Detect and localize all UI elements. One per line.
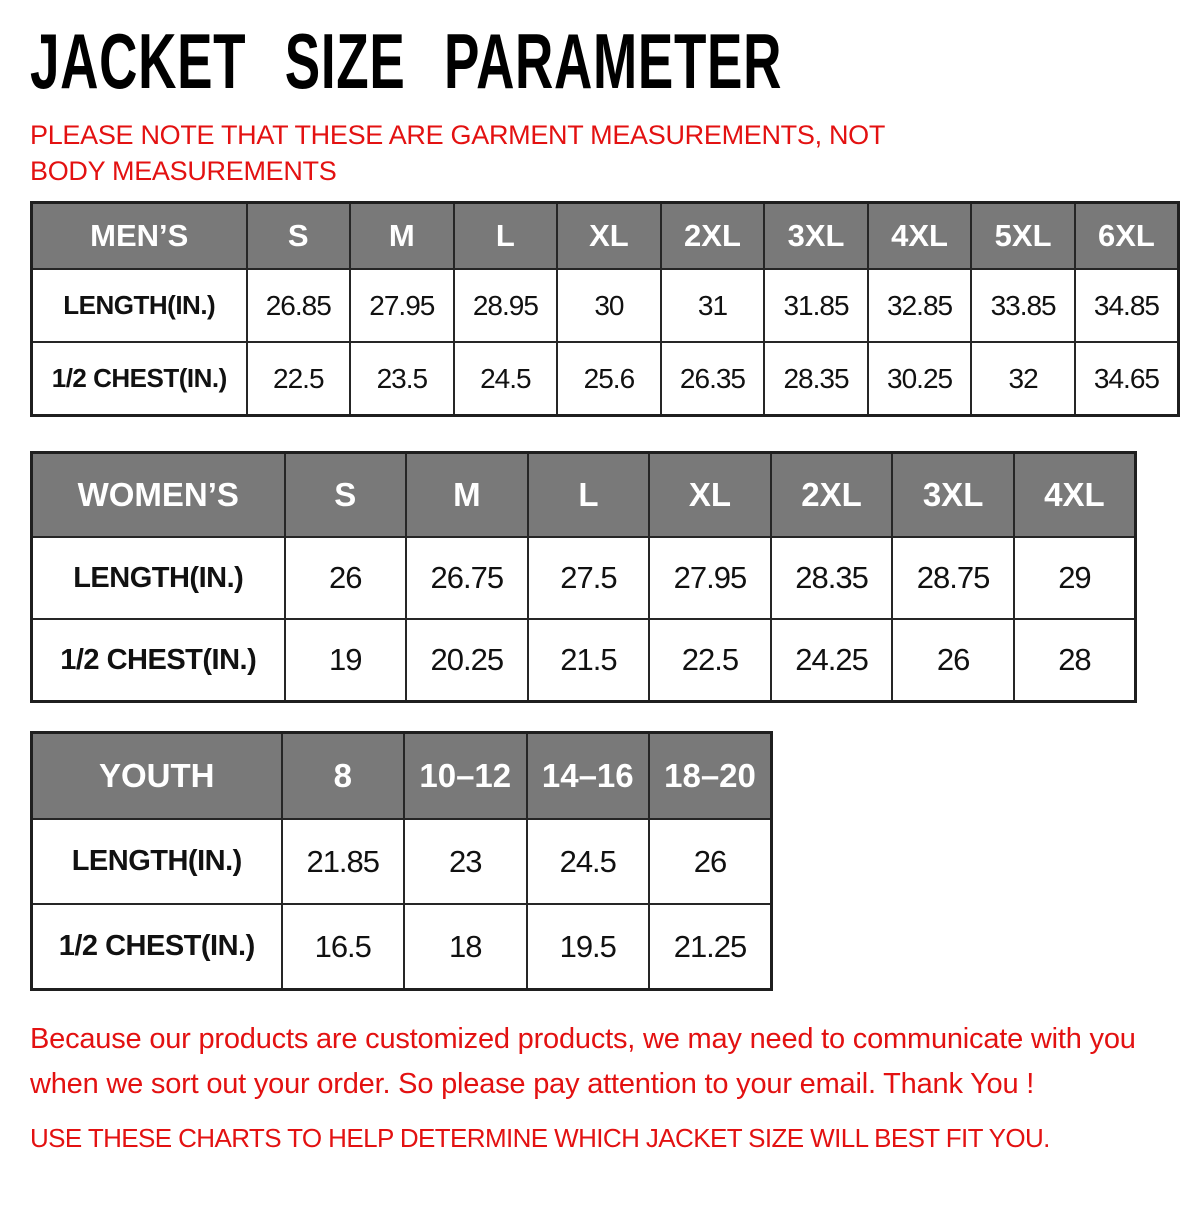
measurement-row bbox=[32, 619, 1136, 702]
size-column-header: S bbox=[285, 453, 407, 538]
measurement-cell: 23.5 bbox=[350, 342, 454, 416]
measurement-cell: 31.85 bbox=[764, 269, 868, 342]
size-column-header: M bbox=[350, 203, 454, 270]
measurement-cell: 30.25 bbox=[868, 342, 972, 416]
measurement-row bbox=[32, 342, 1179, 416]
row-label: 1/2 CHEST(IN.) bbox=[32, 342, 247, 416]
size-column-header: 2XL bbox=[661, 203, 765, 270]
page-title bbox=[30, 17, 1180, 105]
measurement-cell: 16.5 bbox=[282, 904, 405, 990]
measurement-cell: 26 bbox=[892, 619, 1014, 702]
measurement-cell: 21.5 bbox=[528, 619, 650, 702]
size-column-header: 5XL bbox=[971, 203, 1075, 270]
measurement-row bbox=[32, 904, 772, 990]
size-column-header: M bbox=[406, 453, 528, 538]
size-column-header: 2XL bbox=[771, 453, 893, 538]
measurement-cell: 30 bbox=[557, 269, 661, 342]
size-table-header-row bbox=[32, 203, 1179, 270]
measurement-cell: 21.25 bbox=[649, 904, 772, 990]
size-column-header: 8 bbox=[282, 733, 405, 820]
measurement-cell: 24.25 bbox=[771, 619, 893, 702]
size-column-header: 4XL bbox=[1014, 453, 1136, 538]
measurement-cell: 34.85 bbox=[1075, 269, 1179, 342]
measurement-cell: 28.35 bbox=[764, 342, 868, 416]
size-chart-page bbox=[30, 17, 1180, 1154]
row-label: 1/2 CHEST(IN.) bbox=[32, 619, 285, 702]
size-column-header: XL bbox=[649, 453, 771, 538]
size-table-header-row bbox=[32, 453, 1136, 538]
measurement-cell: 32.85 bbox=[868, 269, 972, 342]
measurement-cell: 25.6 bbox=[557, 342, 661, 416]
youth-size-table bbox=[30, 731, 1180, 991]
measurement-cell: 32 bbox=[971, 342, 1075, 416]
size-column-header: 14–16 bbox=[527, 733, 650, 820]
measurement-cell: 28.35 bbox=[771, 537, 893, 619]
measurement-cell: 20.25 bbox=[406, 619, 528, 702]
measurement-cell: 21.85 bbox=[282, 819, 405, 904]
measurement-cell: 26.85 bbox=[247, 269, 351, 342]
measurement-row bbox=[32, 819, 772, 904]
size-column-header: 6XL bbox=[1075, 203, 1179, 270]
measurement-row bbox=[32, 537, 1136, 619]
measurement-cell: 31 bbox=[661, 269, 765, 342]
measurement-cell: 24.5 bbox=[454, 342, 558, 416]
measurement-cell: 22.5 bbox=[649, 619, 771, 702]
table-group-header: WOMEN’S bbox=[32, 453, 285, 538]
measurement-cell: 24.5 bbox=[527, 819, 650, 904]
page-title-text: JACKET SIZE PARAMETER bbox=[30, 17, 783, 105]
measurement-cell: 28.95 bbox=[454, 269, 558, 342]
customization-notice: Because our products are customized products, we may need to communicate with you when we sort out your order. So please pay attention to your email. Thank You ! bbox=[30, 1023, 1136, 1101]
measurement-cell: 27.5 bbox=[528, 537, 650, 619]
womens-size-table bbox=[30, 451, 1180, 703]
size-column-header: 3XL bbox=[892, 453, 1014, 538]
measurement-cell: 26 bbox=[649, 819, 772, 904]
row-label: LENGTH(IN.) bbox=[32, 819, 282, 904]
measurement-cell: 33.85 bbox=[971, 269, 1075, 342]
row-label: LENGTH(IN.) bbox=[32, 537, 285, 619]
garment-measurement-note: PLEASE NOTE THAT THESE ARE GARMENT MEASUREMENTS, NOT BODY MEASUREMENTS bbox=[30, 120, 885, 186]
measurement-cell: 28.75 bbox=[892, 537, 1014, 619]
size-column-header: 4XL bbox=[868, 203, 972, 270]
measurement-cell: 19 bbox=[285, 619, 407, 702]
size-column-header: 10–12 bbox=[404, 733, 527, 820]
table-group-header: YOUTH bbox=[32, 733, 282, 820]
measurement-cell: 27.95 bbox=[350, 269, 454, 342]
size-column-header: L bbox=[454, 203, 558, 270]
size-table-header-row bbox=[32, 733, 772, 820]
size-table bbox=[30, 731, 773, 991]
size-column-header: 18–20 bbox=[649, 733, 772, 820]
row-label: 1/2 CHEST(IN.) bbox=[32, 904, 282, 990]
size-table bbox=[30, 201, 1180, 417]
measurement-cell: 26.75 bbox=[406, 537, 528, 619]
measurement-cell: 22.5 bbox=[247, 342, 351, 416]
size-column-header: L bbox=[528, 453, 650, 538]
measurement-cell: 29 bbox=[1014, 537, 1136, 619]
measurement-cell: 34.65 bbox=[1075, 342, 1179, 416]
size-table bbox=[30, 451, 1137, 703]
row-label: LENGTH(IN.) bbox=[32, 269, 247, 342]
measurement-cell: 18 bbox=[404, 904, 527, 990]
measurement-cell: 26 bbox=[285, 537, 407, 619]
mens-size-table bbox=[30, 201, 1180, 417]
size-column-header: S bbox=[247, 203, 351, 270]
measurement-cell: 23 bbox=[404, 819, 527, 904]
size-column-header: 3XL bbox=[764, 203, 868, 270]
measurement-row bbox=[32, 269, 1179, 342]
measurement-cell: 28 bbox=[1014, 619, 1136, 702]
measurement-cell: 27.95 bbox=[649, 537, 771, 619]
measurement-cell: 26.35 bbox=[661, 342, 765, 416]
measurement-cell: 19.5 bbox=[527, 904, 650, 990]
table-group-header: MEN’S bbox=[32, 203, 247, 270]
size-column-header: XL bbox=[557, 203, 661, 270]
fit-guidance-line: USE THESE CHARTS TO HELP DETERMINE WHICH JACKET SIZE WILL BEST FIT YOU. bbox=[30, 1123, 1050, 1154]
